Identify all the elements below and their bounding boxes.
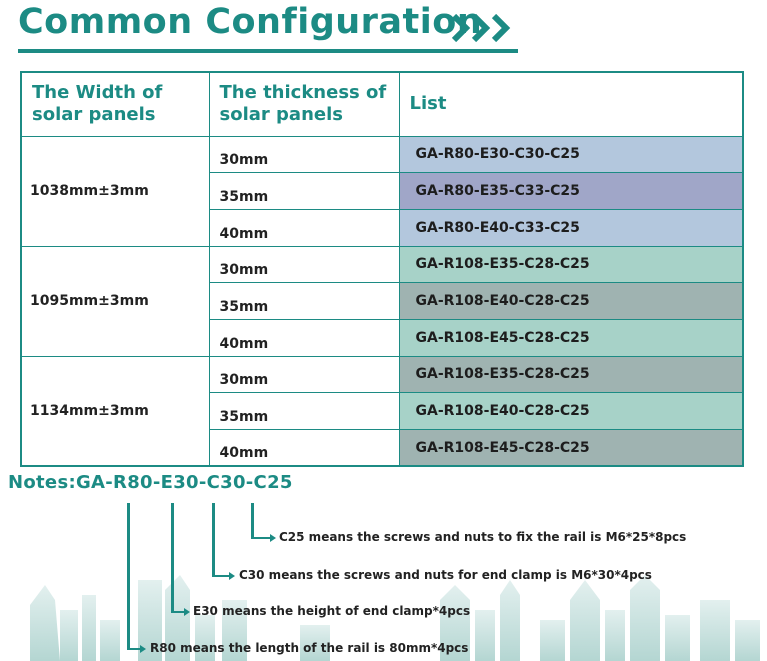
c25-connector: [251, 503, 254, 539]
triple-chevron-icon: [452, 14, 518, 42]
c25-arrow-icon: [270, 534, 276, 542]
configuration-table: [20, 71, 744, 467]
page-title: Common Configuration: [18, 2, 483, 42]
notes-heading: Notes:GA-R80-E30-C30-C25: [8, 472, 293, 493]
note-c25: C25 means the screws and nuts to fix the rail is M6*25*8pcs: [279, 530, 687, 544]
table-row: [21, 356, 743, 393]
panel-thickness-cell: 30mm: [209, 356, 399, 393]
table-body: [21, 136, 743, 466]
table-row: [21, 136, 743, 173]
r80-connector-arm: [127, 648, 141, 650]
header-width: The Width of solar panels: [21, 72, 209, 136]
table-header-row: [21, 72, 743, 136]
configuration-code-cell: GA-R80-E40-C33-C25: [399, 209, 743, 246]
c30-arrow-icon: [229, 572, 235, 580]
configuration-code-cell: GA-R108-E35-C28-C25: [399, 246, 743, 283]
panel-thickness-cell: 40mm: [209, 319, 399, 356]
r80-arrow-icon: [140, 645, 146, 653]
e30-connector: [171, 503, 174, 613]
configuration-code-cell: GA-R80-E30-C30-C25: [399, 136, 743, 173]
header-list: List: [399, 72, 743, 136]
e30-arrow-icon: [184, 608, 190, 616]
panel-thickness-cell: 40mm: [209, 430, 399, 467]
panel-width-cell: 1134mm±3mm: [21, 356, 209, 466]
panel-thickness-cell: 35mm: [209, 393, 399, 430]
e30-connector-arm: [171, 611, 185, 613]
panel-thickness-cell: 30mm: [209, 136, 399, 173]
note-e30: E30 means the height of end clamp*4pcs: [193, 604, 471, 618]
c30-connector: [212, 503, 215, 577]
r80-connector: [127, 503, 130, 650]
title-underline: [18, 49, 518, 53]
panel-thickness-cell: 40mm: [209, 209, 399, 246]
configuration-code-cell: GA-R108-E45-C28-C25: [399, 430, 743, 467]
note-r80: R80 means the length of the rail is 80mm*4pcs: [150, 641, 469, 655]
table-row: [21, 246, 743, 283]
configuration-code-cell: GA-R80-E35-C33-C25: [399, 173, 743, 210]
configuration-code-cell: GA-R108-E35-C28-C25: [399, 356, 743, 393]
configuration-code-cell: GA-R108-E45-C28-C25: [399, 319, 743, 356]
panel-thickness-cell: 35mm: [209, 283, 399, 320]
configuration-code-cell: GA-R108-E40-C28-C25: [399, 393, 743, 430]
header-thickness: The thickness of solar panels: [209, 72, 399, 136]
panel-thickness-cell: 30mm: [209, 246, 399, 283]
c25-connector-arm: [251, 537, 271, 539]
note-c30: C30 means the screws and nuts for end clamp is M6*30*4pcs: [239, 568, 652, 582]
panel-width-cell: 1038mm±3mm: [21, 136, 209, 246]
panel-width-cell: 1095mm±3mm: [21, 246, 209, 356]
configuration-code-cell: GA-R108-E40-C28-C25: [399, 283, 743, 320]
panel-thickness-cell: 35mm: [209, 173, 399, 210]
c30-connector-arm: [212, 575, 230, 577]
